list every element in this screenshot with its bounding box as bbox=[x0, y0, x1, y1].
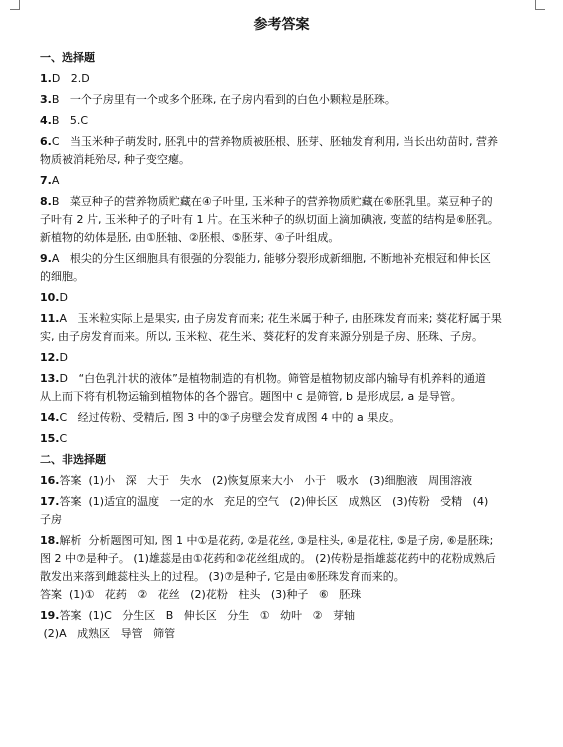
answer-line: 的细胞。 bbox=[40, 270, 84, 283]
answer-item bbox=[40, 349, 540, 367]
answer-line: 9.A 根尖的分生区细胞具有很强的分裂能力, 能够分裂形成新细胞, 不断地补充根冠和伸长区 bbox=[40, 252, 491, 265]
answer-line: 15.C bbox=[40, 432, 68, 445]
question-number: 15. bbox=[40, 432, 60, 445]
answer-line: 11.A 玉米粒实际上是果实, 由子房发育而来; 花生米属于种子, 由胚珠发育而来; 葵花籽属于果 bbox=[40, 312, 502, 325]
answer-item bbox=[40, 91, 540, 109]
question-number: 18. bbox=[40, 534, 60, 547]
section-heading: 二、非选择题 bbox=[40, 453, 106, 466]
question-number: 6. bbox=[40, 135, 52, 148]
answer-item bbox=[40, 133, 540, 169]
answer-line: 实, 由子房发育而来。所以, 玉米粒、花生米、葵花籽的发育来源分别是子房、胚珠、子房。 bbox=[40, 330, 483, 343]
answer-item bbox=[40, 430, 540, 448]
question-number: 3. bbox=[40, 93, 52, 106]
page-title: 参考答案 bbox=[253, 17, 310, 33]
answer-item bbox=[40, 607, 540, 643]
page-corner-mark-left bbox=[10, 0, 20, 10]
question-number: 12. bbox=[40, 351, 60, 364]
answer-line: 图 2 中⑦是种子。 (1)雄蕊是由①花药和②花丝组成的。 (2)传粉是指雄蕊花药中的花粉成熟后 bbox=[40, 552, 496, 565]
page-corner-mark-right bbox=[535, 0, 545, 10]
answer-item bbox=[40, 409, 540, 427]
answer-item bbox=[40, 472, 540, 490]
answer-line: 散发出来落到雌蕊柱头上的过程。 (3)⑦是种子, 它是由⑥胚珠发育而来的。 bbox=[40, 570, 405, 583]
answer-line: 14.C 经过传粉、受精后, 图 3 中的③子房壁会发育成图 4 中的 a 果皮。 bbox=[40, 411, 401, 424]
question-number: 13. bbox=[40, 372, 60, 385]
question-number: 8. bbox=[40, 195, 52, 208]
answer-line: 1.D 2.D bbox=[40, 72, 90, 85]
answer-item bbox=[40, 289, 540, 307]
question-number: 9. bbox=[40, 252, 52, 265]
answer-line: 18.解析 分析题图可知, 图 1 中①是花药, ②是花丝, ③是柱头, ④是花柱, ⑤是子房, ⑥是胚珠; bbox=[40, 534, 494, 547]
answer-line: 3.B 一个子房里有一个或多个胚珠, 在子房内看到的白色小颗粒是胚珠。 bbox=[40, 93, 396, 106]
answer-line: 16.答案 (1)小 深 大于 失水 (2)恢复原来大小 小于 吸水 (3)细胞液 周围溶液 bbox=[40, 474, 473, 487]
answer-line: 7.A bbox=[40, 174, 60, 187]
answer-line: 子房 bbox=[40, 513, 62, 526]
answer-item bbox=[40, 493, 540, 529]
answer-line: 新植物的幼体是胚, 由①胚轴、②胚根、⑤胚芽、④子叶组成。 bbox=[40, 231, 340, 244]
answer-line: 物质被消耗殆尽, 种子变空瘪。 bbox=[40, 153, 190, 166]
answer-line: 子叶有 2 片, 玉米种子的子叶有 1 片。在玉米种子的纵切面上滴加碘液, 变蓝的结构是⑥胚乳。 bbox=[40, 213, 499, 226]
answer-item bbox=[40, 250, 540, 286]
answer-line: 13.D “白色乳汁状的液体”是植物制造的有机物。筛管是植物韧皮部内输导有机养料的通道 bbox=[40, 372, 486, 385]
answer-line: 10.D bbox=[40, 291, 68, 304]
answer-line: 从上而下将有机物运输到植物体的各个器官。题图中 c 是筛管, b 是形成层, a 是导管。 bbox=[40, 390, 462, 403]
question-number: 1. bbox=[40, 72, 52, 85]
question-number: 14. bbox=[40, 411, 60, 424]
answer-item bbox=[40, 172, 540, 190]
answer-line: 19.答案 (1)C 分生区 B 伸长区 分生 ① 幼叶 ② 芽轴 bbox=[40, 609, 355, 622]
question-number: 17. bbox=[40, 495, 60, 508]
question-number: 16. bbox=[40, 474, 60, 487]
question-number: 19. bbox=[40, 609, 60, 622]
answer-line: 12.D bbox=[40, 351, 68, 364]
question-number: 11. bbox=[40, 312, 60, 325]
answer-content bbox=[40, 49, 540, 646]
answer-item bbox=[40, 193, 540, 247]
answer-line: (2)A 成熟区 导管 筛管 bbox=[40, 627, 176, 640]
answer-line: 8.B 菜豆种子的营养物质贮藏在④子叶里, 玉米种子的营养物质贮藏在⑥胚乳里。菜豆种子的 bbox=[40, 195, 493, 208]
answer-item bbox=[40, 112, 540, 130]
answer-line: 6.C 当玉米种子萌发时, 胚乳中的营养物质被胚根、胚芽、胚轴发育利用, 当长出幼苗时, 营养 bbox=[40, 135, 498, 148]
section-heading: 一、选择题 bbox=[40, 51, 95, 64]
question-number: 4. bbox=[40, 114, 52, 127]
answer-line: 4.B 5.C bbox=[40, 114, 89, 127]
answer-item bbox=[40, 370, 540, 406]
answer-item bbox=[40, 532, 540, 604]
question-number: 7. bbox=[40, 174, 52, 187]
answer-line: 答案 (1)① 花药 ② 花丝 (2)花粉 柱头 (3)种子 ⑥ 胚珠 bbox=[40, 588, 362, 601]
answer-item bbox=[40, 310, 540, 346]
answer-line: 17.答案 (1)适宜的温度 一定的水 充足的空气 (2)伸长区 成熟区 (3)传粉 受精 (4) bbox=[40, 495, 489, 508]
question-number: 10. bbox=[40, 291, 60, 304]
answer-item bbox=[40, 70, 540, 88]
